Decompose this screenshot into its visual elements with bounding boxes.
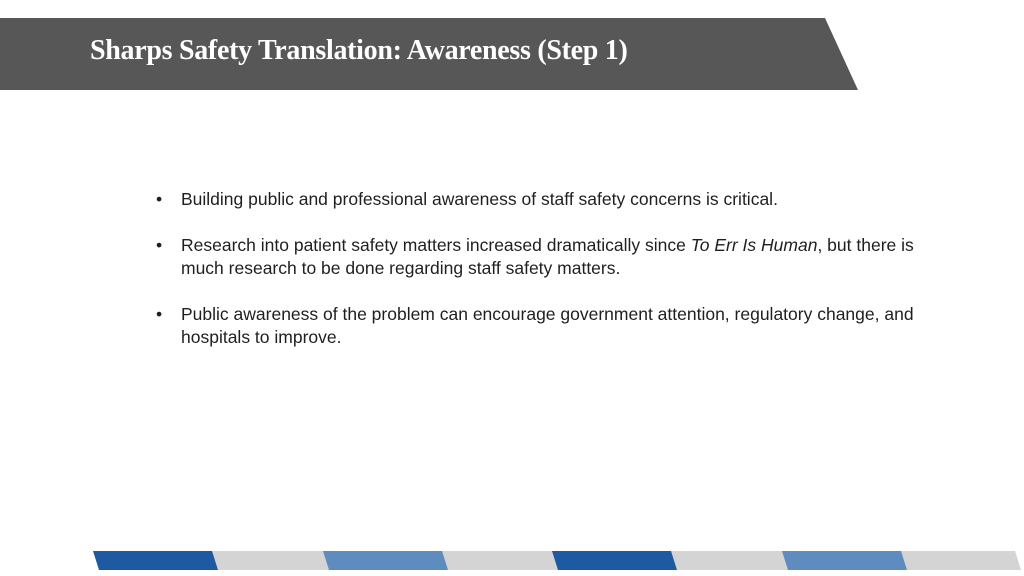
book-title: To Err Is Human	[690, 235, 818, 255]
bullet-marker: •	[156, 189, 163, 209]
footer-segment-light-blue	[323, 551, 450, 570]
bullet-text: Building public and professional awareness of staff safety concerns is critical.	[181, 189, 778, 209]
footer-segment-dark-blue	[93, 551, 220, 570]
footer-segment-gray	[212, 551, 330, 570]
slide-title: Sharps Safety Translation: Awareness (Step 1)	[90, 35, 628, 66]
bullet-text-start: Research into patient safety matters increased dramatically since	[181, 235, 691, 255]
bullet-marker: •	[156, 304, 163, 324]
bullet-text: Public awareness of the problem can encourage government attention, regulatory change, and hospitals to improve.	[181, 304, 914, 347]
bullet-marker: •	[156, 235, 163, 255]
bullet-item	[156, 303, 916, 349]
footer-segment-dark-blue	[552, 551, 679, 570]
bullet-item	[156, 188, 916, 211]
footer-segment-light-blue	[782, 551, 909, 570]
bullet-item	[156, 234, 916, 280]
bullet-list	[156, 188, 916, 372]
footer-segment-gray	[901, 551, 1021, 570]
bullet-text-end: , but there is much research to be done regarding staff safety matters.	[181, 235, 914, 278]
footer-segment-gray	[671, 551, 789, 570]
footer-segment-gray	[442, 551, 560, 570]
footer-stripe	[93, 551, 1021, 570]
